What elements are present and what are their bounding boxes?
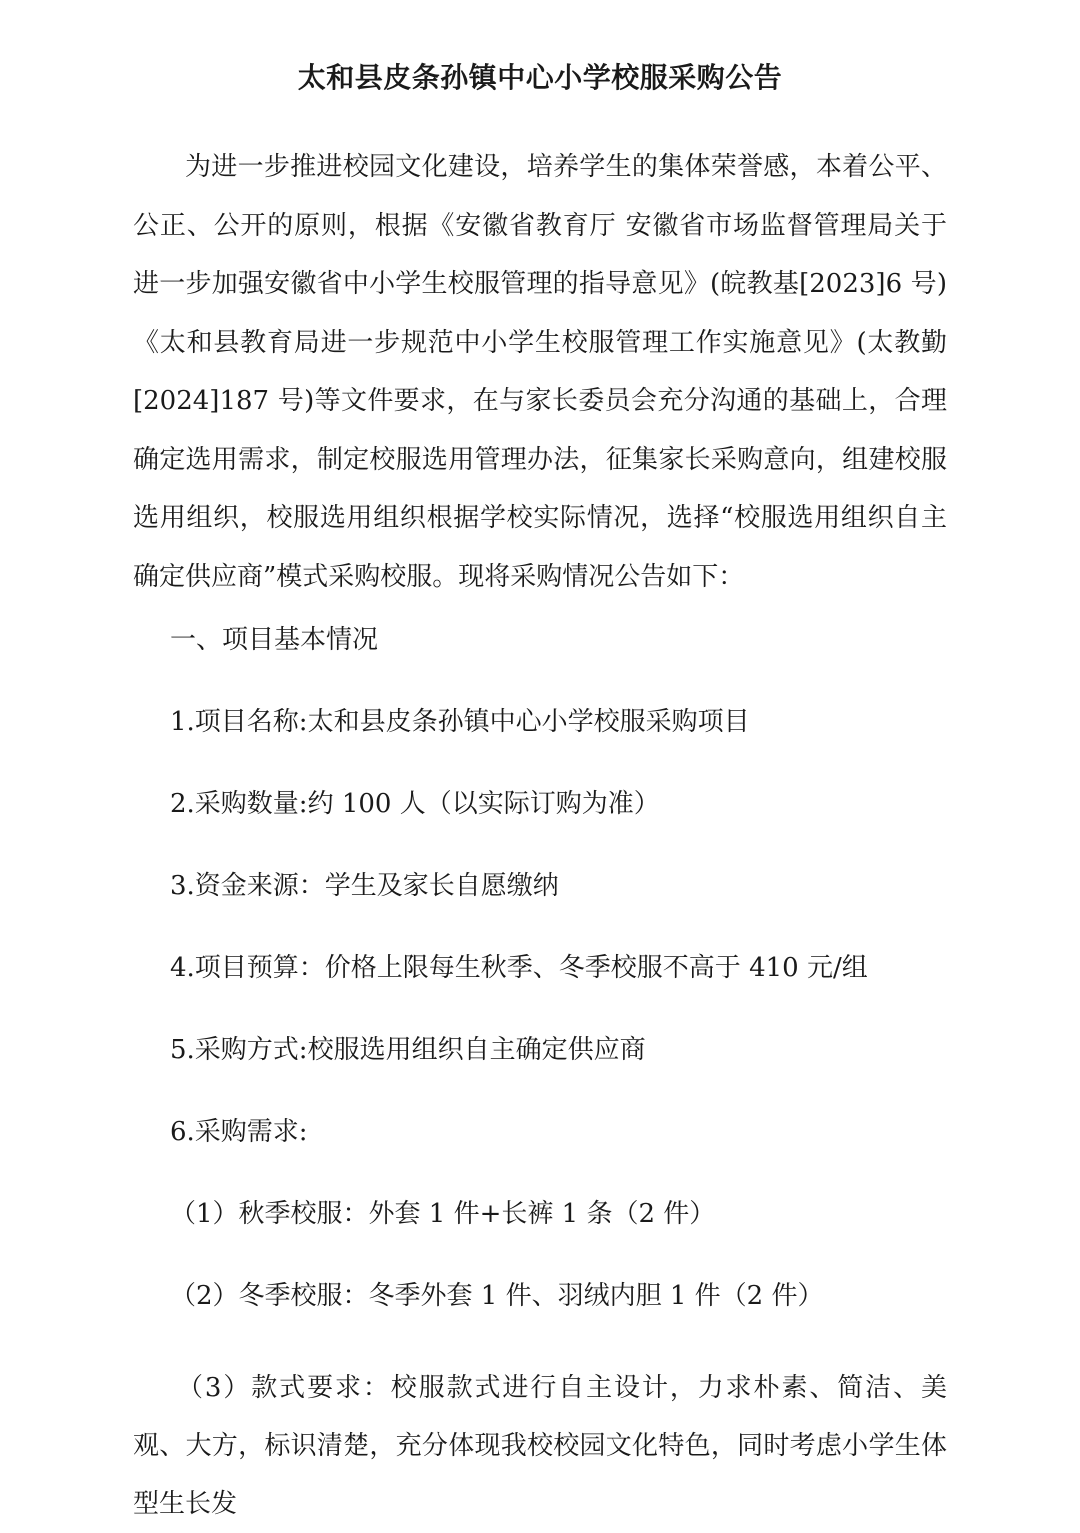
item-funding-source: 3.资金来源：学生及家长自愿缴纳 [170,871,559,901]
item-procurement-method: 5.采购方式:校服选用组织自主确定供应商 [170,1035,646,1065]
section-heading: 一、项目基本情况 [170,625,379,655]
item-requirements-heading: 6.采购需求: [170,1117,308,1147]
item-budget: 4.项目预算：价格上限每生秋季、冬季校服不高于 410 元/组 [170,953,868,983]
requirement-autumn-uniform: （1）秋季校服：外套 1 件+长裤 1 条（2 件） [170,1199,716,1229]
intro-paragraph: 为进一步推进校园文化建设，培养学生的集体荣誉感，本着公平、公正、公开的原则，根据《安徽省教育厅 安徽省市场监督管理局关于进一步加强安徽省中小学生校服管理的指导意见》(皖教基[2023]6 号)《太和县教育局进一步规范中小学生校服管理工作实施意见》(太教勤[2024]187 号)等文件要求，在与家长委员会充分沟通的基础上，合理确定选用需求，制定校服选用管理办法，征集家长采购意向，组建校服选用组织，校服选用组织根据学校实际情况，选择“校服选用组织自主确定供应商”模式采购校服。现将采购情况公告如下： [133,152,947,592]
item-project-name: 1.项目名称:太和县皮条孙镇中心小学校服采购项目 [170,707,750,737]
requirement-style: （3）款式要求：校服款式进行自主设计，力求朴素、简洁、美观、大方，标识清楚，充分体现我校校园文化特色，同时考虑小学生体型生长发 [133,1373,947,1519]
document-title: 太和县皮条孙镇中心小学校服采购公告 [297,61,783,94]
requirement-winter-uniform: （2）冬季校服：冬季外套 1 件、羽绒内胆 1 件（2 件） [170,1281,824,1311]
item-quantity: 2.采购数量:约 100 人（以实际订购为准） [170,789,660,819]
